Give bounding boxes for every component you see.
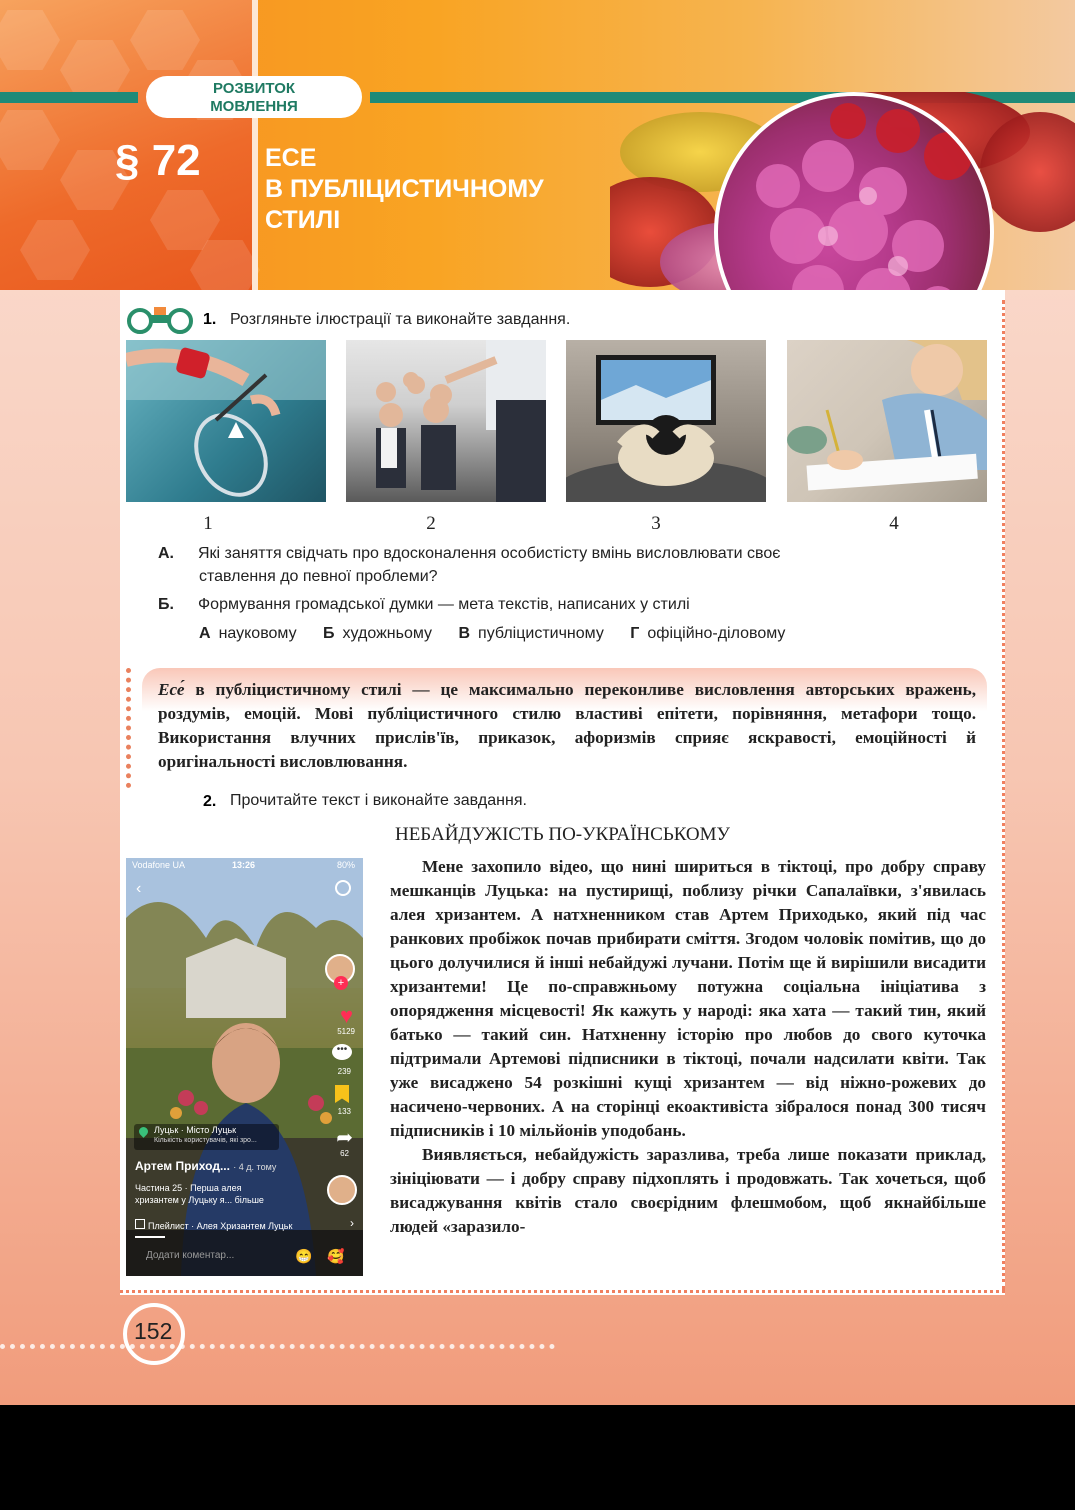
back-icon[interactable]: ‹ <box>136 880 142 897</box>
badminton-photo <box>126 340 326 502</box>
likes-count: 5129 <box>337 1027 355 1036</box>
location-name: Луцьк · Місто Луцьк <box>154 1125 237 1135</box>
shares-count: 62 <box>340 1149 349 1158</box>
essay-title: НЕБАЙДУЖІСТЬ ПО-УКРАЇНСЬКОМУ <box>394 824 730 845</box>
definition-body: в публіцистичному стилі — це максимально переконливе висловлення авторських вражень, роздумів, емоцій. Мові публіцистичного стилю властиві епітети, порівняння, метафори тощо. Використання влучних прислів'їв, приказок, афоризмів сприяє яскравості, емоційності й оригінальності висловлювання. <box>158 680 976 771</box>
question-b-text: Формування громадської думки — мета текстів, написаних у стилі <box>198 596 690 613</box>
essay-body <box>390 855 986 1239</box>
search-icon[interactable] <box>335 880 351 896</box>
follow-icon[interactable]: + <box>334 976 348 990</box>
playlist-icon <box>135 1219 145 1229</box>
caption-line[interactable]: хризантем у Луцьку я... більше <box>135 1195 264 1205</box>
essay-paragraph: Мене захопило відео, що нині шириться в тіктоці, про добру справу мешканців Луцька: на пустирищі, поблизу річки Сапалаївки, з'явилась алея хризантем. А натхненником став Артем Приходько, який під час ранкових пробіжок почав прибирати сміття. Згодом чоловік помітив, що до цього долучилися й інші небайдужі лучани. Потім ще й вирішили висадити хризантеми! Це по-справжньому потужна соціальна ініціатива з опорядження місцевості! Як кажуть у народі: яка хата — такий тин, який батько — такий син. Натхненну історію про любов до свого куточка підтримали Артемові підписники в тіктоці, почали надсилати квіти. Так уже висаджено 54 розкішні кущі хризантем — від ніжно-рожевих до насичено-червоних. А на сторінці екоактивіста зібралося понад 300 тисяч підписників і 10 мільйонів уподобань. <box>390 857 986 1140</box>
writing-photo <box>787 340 987 502</box>
title-line: В ПУБЛІЦИСТИЧНОМУ <box>265 175 544 203</box>
comment-input[interactable]: Додати коментар... <box>146 1250 235 1261</box>
author-label: Артем Приход... <box>135 1159 230 1173</box>
development-badge <box>146 76 362 118</box>
option-letter: Г <box>630 625 640 642</box>
badge-line2: МОВЛЕННЯ <box>210 98 298 115</box>
emoji-love-icon[interactable]: 🥰 <box>327 1248 345 1264</box>
photo-label: 2 <box>426 513 436 534</box>
answer-options <box>199 625 807 643</box>
location-pin-icon <box>137 1125 150 1138</box>
photo-label: 1 <box>203 513 213 534</box>
task-1-number: 1. <box>203 311 217 328</box>
chevron-right-icon[interactable]: › <box>350 1216 354 1230</box>
option-letter: А <box>199 625 211 642</box>
essay-paragraph: Виявляється, небайдужість заразлива, треба лише показати приклад, зініціювати — і добру справу підхоплять і продовжать. Так хочеться, щоб висаджування квітів стало своєрідним флешмобом, щоб якнайбільше людей «заразило- <box>390 1145 986 1236</box>
caption-line: Частина 25 · Перша алея <box>135 1183 242 1193</box>
question-a <box>158 542 918 588</box>
title-line: СТИЛІ <box>265 206 341 234</box>
definition-text <box>158 678 976 774</box>
option-text: науковому <box>218 625 297 642</box>
author-name[interactable] <box>135 1159 276 1173</box>
page-number: 152 <box>134 1318 173 1344</box>
section-number: § 72 <box>115 136 201 185</box>
location-tag[interactable] <box>134 1124 279 1150</box>
music-disc-icon[interactable] <box>327 1175 357 1205</box>
video-caption <box>135 1182 264 1206</box>
share-icon[interactable]: ➦ <box>336 1127 353 1149</box>
option-b[interactable] <box>323 625 432 643</box>
chapter-header <box>0 0 1075 290</box>
option-letter: Б <box>323 625 335 642</box>
dotted-border <box>1002 300 1009 1290</box>
conference-photo <box>346 340 546 502</box>
dotted-border <box>120 1290 1005 1296</box>
question-a-letter: А. <box>158 545 174 562</box>
badge-line1: РОЗВИТОК <box>212 80 296 97</box>
question-a-text: Які заняття свідчать про вдосконалення особистісту вмінь висловлювати своє <box>198 545 781 562</box>
photo-label: 4 <box>889 513 899 534</box>
decorative-dots <box>0 1344 555 1353</box>
option-text: публіцистичному <box>478 625 604 642</box>
posted-time: · 4 д. тому <box>233 1162 277 1172</box>
carrier: Vodafone UA <box>132 860 186 870</box>
definition-term: Есе́ <box>158 680 185 699</box>
teal-rule <box>0 92 138 103</box>
tiktok-screenshot <box>126 858 363 1276</box>
option-text: художньому <box>342 625 433 642</box>
task-1-text: Розгляньте ілюстрації та виконайте завдання. <box>230 311 571 328</box>
option-c[interactable] <box>458 625 603 643</box>
chapter-title <box>265 143 544 236</box>
question-b <box>158 593 918 616</box>
task-2-number: 2. <box>203 793 217 810</box>
title-line: ЕСЕ <box>265 144 317 172</box>
emoji-grin-icon[interactable]: 😁 <box>295 1248 313 1264</box>
question-b-letter: Б. <box>158 596 174 613</box>
binoculars-icon <box>126 303 194 335</box>
option-text: офіційно-діловому <box>647 625 786 642</box>
option-d[interactable] <box>630 625 785 643</box>
comments-count: 239 <box>337 1067 351 1076</box>
watching-tv-photo <box>566 340 766 502</box>
heart-icon[interactable]: ♥ <box>339 1003 353 1028</box>
location-subtitle: Кількість користувачів, які зро... <box>154 1137 257 1144</box>
playlist-label: Плейлист · Алея Хризантем Луцьк <box>148 1221 293 1231</box>
comment-icon[interactable]: ••• <box>332 1044 352 1060</box>
option-a[interactable] <box>199 625 297 643</box>
dotted-marker <box>126 668 135 788</box>
progress-indicator <box>135 1236 165 1238</box>
status-time: 13:26 <box>232 860 256 870</box>
playlist-link[interactable] <box>135 1219 292 1231</box>
saves-count: 133 <box>337 1107 351 1116</box>
task-2-text: Прочитайте текст і виконайте завдання. <box>230 792 527 809</box>
question-a-text-cont: ставлення до певної проблеми? <box>199 568 438 585</box>
battery-level: 80% <box>336 860 355 870</box>
photo-label: 3 <box>651 513 661 534</box>
option-letter: В <box>458 625 471 642</box>
